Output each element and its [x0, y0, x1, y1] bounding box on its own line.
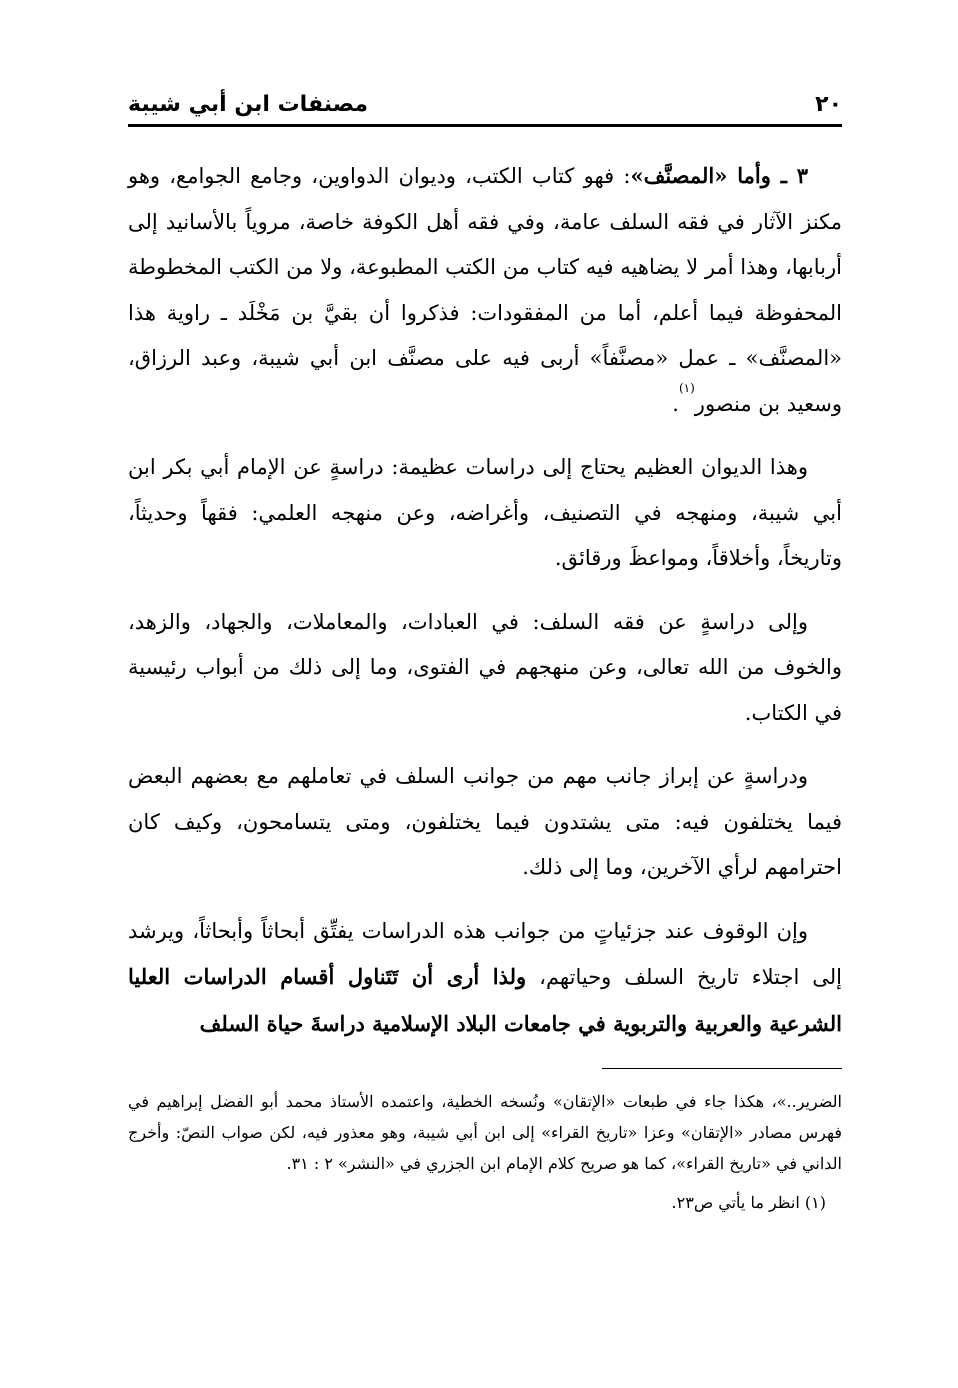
paragraph-5-bold: ولذا أرى أن تَتَناول أقسام الدراسات العليا الشرعية والعربية والتربوية في جامعات البلاد الإسلامية دراسةَ حياة السلف [128, 964, 842, 1036]
paragraph-2: وهذا الديوان العظيم يحتاج إلى دراسات عظيمة: دراسةٍ عن الإمام أبي بكر ابن أبي شيبة، ومنهجه في التصنيف، وأغراضه، وعن منهجه العلمي: فقهاً وحديثاً، وتاريخاً، وأخلاقاً، ومواعظَ ورقائق. [128, 455, 842, 570]
page-number: ٢٠ [815, 92, 842, 117]
paragraph-3: وإلى دراسةٍ عن فقه السلف: في العبادات، والمعاملات، والجهاد، والزهد، والخوف من الله تعالى، وعن منهجهم في الفتوى، وما إلى ذلك من أبواب رئيسية في الكتاب. [128, 609, 842, 725]
paragraph-5-text: وإن الوقوف عند جزئياتٍ من جوانب هذه الدراسات يفتِّق أبحاثاً وأبحاثاً، ويرشد إلى اجتلاء تاريخ السلف وحياتهم، [128, 918, 842, 989]
header-rule [128, 124, 842, 127]
paragraph-5 [128, 909, 842, 1048]
footnotes [128, 1086, 842, 1226]
footnote-1: (١) انظر ما يأتي ص٢٣. [671, 1193, 826, 1212]
main-text [128, 153, 842, 1047]
paragraph-1 [128, 153, 842, 427]
book-title: مصنفات ابن أبي شيبة [128, 92, 369, 117]
running-head [128, 78, 842, 124]
footnote-reference[interactable]: (١) [678, 380, 695, 395]
book-page [128, 78, 842, 1212]
footnote-continued: الضرير..»، هكذا جاء في طبعات «الإتقان» ونُسخه الخطية، واعتمده الأستاذ محمد أبو الفضل إبراهيم في فهرس مصادر «الإتقان» وعزا «تاريخ القراء» إلى ابن أبي شيبة، وهو معذور فيه، لكن صواب النصّ: وأخرج الداني في «تاريخ القراء»، كما هو صريح كلام الإمام ابن الجزري في «النشر» ٢ : ٣١. [128, 1092, 842, 1173]
section-lead: ٣ ـ وأما «المصنَّف» [630, 163, 808, 188]
paragraph-1-end: . [672, 391, 679, 416]
footnote-rule [602, 1068, 842, 1069]
paragraph-1-text: : فهو كتاب الكتب، وديوان الدواوين، وجامع الجوامع، وهو مكنز الآثار في فقه السلف عامة، وفي فقه أهل الكوفة خاصة، مروياً بالأسانيد إلى أربابها، وهذا أمر لا يضاهيه فيه كتاب من الكتب المطبوعة، ولا من الكتب المخطوطة المحفوظة فيما أعلم، أما من المفقودات: فذكروا أن بقيَّ بن مَخْلَد ـ راوية هذا «المصنَّف» ـ عمل «مصنَّفاً» أربى فيه على مصنَّف ابن أبي شيبة، وعبد الرزاق، وسعيد بن منصور [128, 164, 842, 416]
paragraph-4: ودراسةٍ عن إبراز جانب مهم من جوانب السلف في تعاملهم مع بعضهم البعض فيما يختلفون فيه: متى يشتدون فيما يختلفون، ومتى يتسامحون، وكيف كان احترامهم لرأي الآخرين، وما إلى ذلك. [128, 764, 842, 879]
